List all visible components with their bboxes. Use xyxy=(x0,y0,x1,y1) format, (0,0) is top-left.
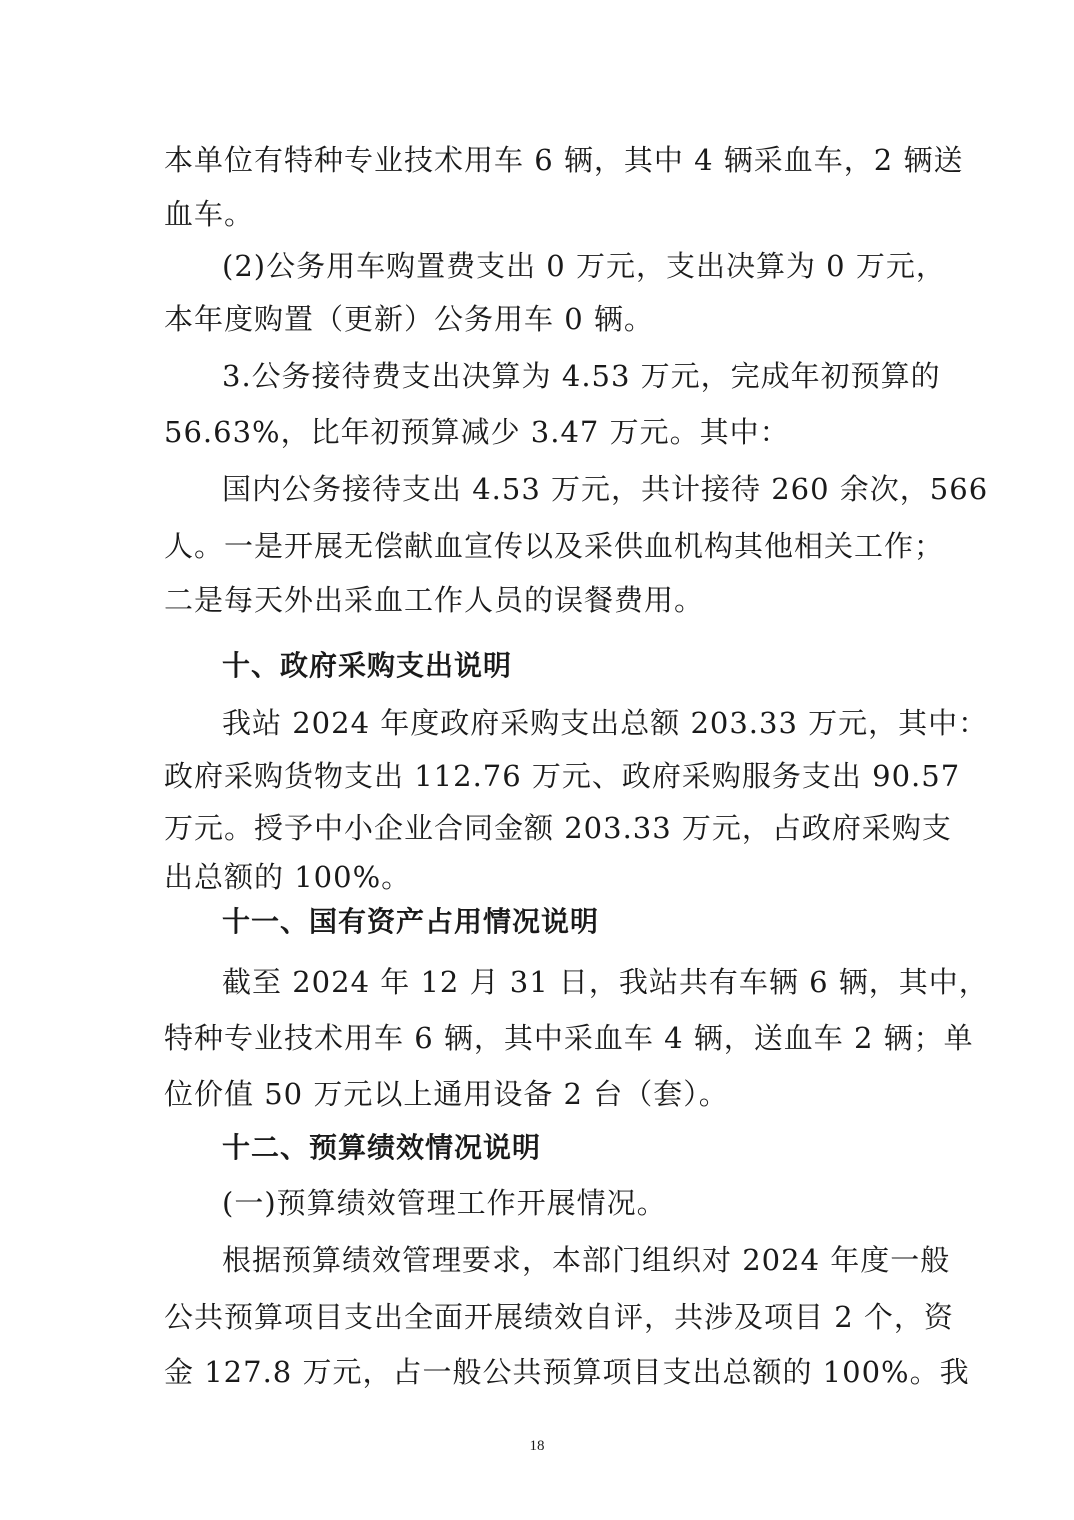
paragraph-line: 本年度购置（更新）公务用车 0 辆。 xyxy=(164,302,654,336)
paragraph-line: 公共预算项目支出全面开展绩效自评，共涉及项目 2 个，资 xyxy=(164,1300,954,1334)
subsection-heading: (一)预算绩效管理工作开展情况。 xyxy=(222,1186,667,1220)
paragraph-line: 位价值 50 万元以上通用设备 2 台（套）。 xyxy=(164,1077,729,1111)
section-heading: 十一、国有资产占用情况说明 xyxy=(222,905,600,938)
paragraph-line: 人。一是开展无偿献血宣传以及采供血机构其他相关工作； xyxy=(164,529,945,563)
paragraph-line: 我站 2024 年度政府采购支出总额 203.33 万元，其中： xyxy=(222,706,989,740)
paragraph-line: 出总额的 100%。 xyxy=(164,860,412,894)
paragraph-line: 国内公务接待支出 4.53 万元，共计接待 260 余次，566 xyxy=(222,472,989,506)
section-heading: 十二、预算绩效情况说明 xyxy=(222,1131,542,1164)
paragraph-line: 政府采购货物支出 112.76 万元、政府采购服务支出 90.57 xyxy=(164,759,961,793)
paragraph-line: 56.63%，比年初预算减少 3.47 万元。其中： xyxy=(164,415,790,449)
paragraph-line: 金 127.8 万元，占一般公共预算项目支出总额的 100%。我 xyxy=(164,1355,970,1389)
paragraph-line: 万元。授予中小企业合同金额 203.33 万元，占政府采购支 xyxy=(164,811,952,845)
paragraph-line: 3.公务接待费支出决算为 4.53 万元，完成年初预算的 xyxy=(222,359,941,393)
paragraph-line: 根据预算绩效管理要求，本部门组织对 2024 年度一般 xyxy=(222,1243,951,1277)
paragraph-line: 特种专业技术用车 6 辆，其中采血车 4 辆，送血车 2 辆；单 xyxy=(164,1021,974,1055)
paragraph-line: (2)公务用车购置费支出 0 万元，支出决算为 0 万元， xyxy=(222,249,946,283)
paragraph-line: 本单位有特种专业技术用车 6 辆，其中 4 辆采血车，2 辆送 xyxy=(164,143,964,177)
page-number: 18 xyxy=(529,1438,545,1454)
paragraph-line: 二是每天外出采血工作人员的误餐费用。 xyxy=(164,583,705,617)
paragraph-line: 截至 2024 年 12 月 31 日，我站共有车辆 6 辆，其中， xyxy=(222,965,989,999)
section-heading: 十、政府采购支出说明 xyxy=(222,649,513,682)
paragraph-line: 血车。 xyxy=(164,197,255,231)
